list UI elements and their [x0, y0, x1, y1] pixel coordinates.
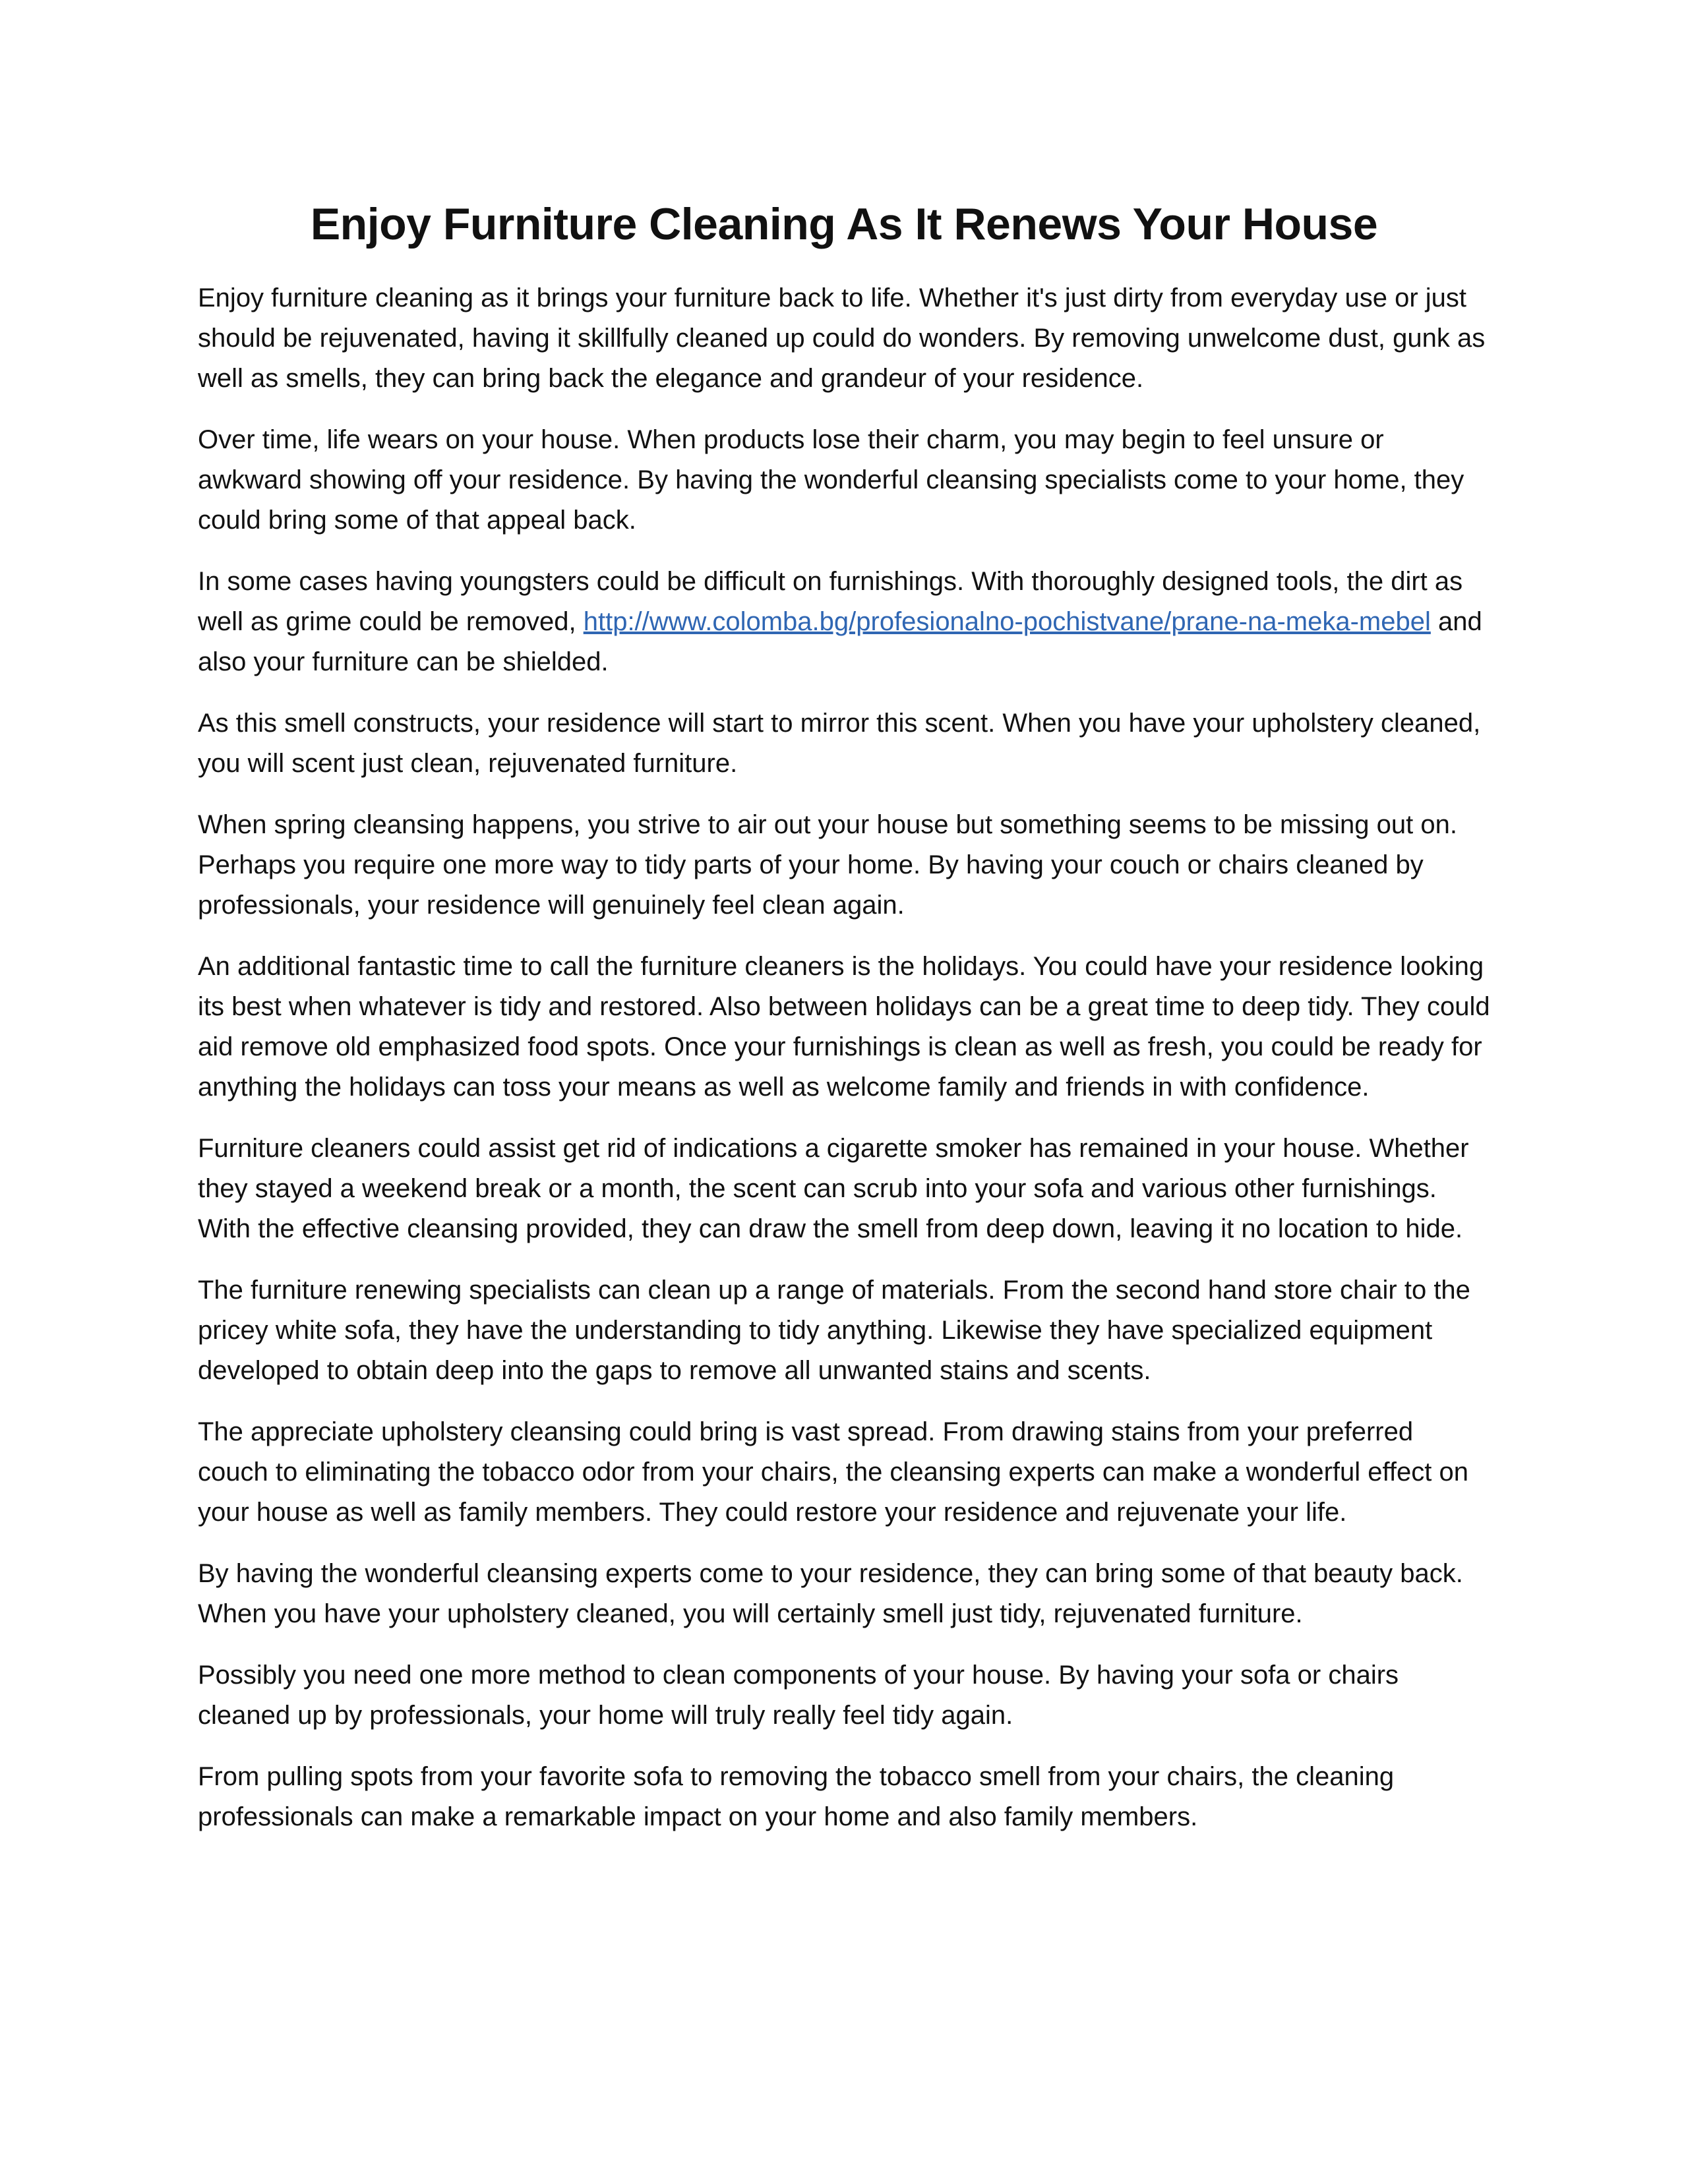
paragraph-11: Possibly you need one more method to clean components of your house. By having your sofa or chairs cleaned up by professionals, your home will truly really feel tidy again.	[198, 1660, 1399, 1730]
paragraph-8: The furniture renewing specialists can clean up a range of materials. From the second hand store chair to the pricey white sofa, they have the understanding to tidy anything. Likewise they have specialized equipment developed to obtain deep into the gaps to remove all unwanted stains and scents.	[198, 1275, 1470, 1385]
paragraph-5: When spring cleansing happens, you strive to air out your house but something seems to be missing out on. Perhaps you require one more way to tidy parts of your home. By having your couch or chairs cleaned by professionals, your residence will genuinely feel clean again.	[198, 810, 1457, 920]
paragraph-12: From pulling spots from your favorite sofa to removing the tobacco smell from your chairs, the cleaning professionals can make a remarkable impact on your home and also family members.	[198, 1761, 1395, 1831]
paragraph-3-text-before: In some cases having youngsters could be difficult on furnishings. With thoroughly designed tools, the dirt as well as grime could be removed,	[198, 566, 1463, 636]
paragraph-4: As this smell constructs, your residence will start to mirror this scent. When you have your upholstery cleaned, you will scent just clean, rejuvenated furniture.	[198, 708, 1481, 778]
paragraph-3-text-after: and also your furniture can be shielded.	[198, 606, 1482, 676]
paragraph-2: Over time, life wears on your house. When products lose their charm, you may begin to feel unsure or awkward showing off your residence. By having the wonderful cleansing specialists come to your home, they could bring some of that appeal back.	[198, 425, 1464, 535]
document-page	[198, 198, 1490, 1858]
paragraph-7: Furniture cleaners could assist get rid of indications a cigarette smoker has remained in your house. Whether they stayed a weekend break or a month, the scent can scrub into your sofa and various other furnishings. With the effective cleansing provided, they can draw the smell from deep down, leaving it no location to hide.	[198, 1133, 1469, 1243]
paragraph-10: By having the wonderful cleansing experts come to your residence, they can bring some of that beauty back. When you have your upholstery cleaned, you will certainly smell just tidy, rejuvenated furniture.	[198, 1558, 1463, 1628]
paragraph-9: The appreciate upholstery cleansing could bring is vast spread. From drawing stains from your preferred couch to eliminating the tobacco odor from your chairs, the cleansing experts can make a wonderful effect on your house as well as family members. They could restore your residence and rejuvenate your life.	[198, 1417, 1468, 1527]
paragraph-6: An additional fantastic time to call the furniture cleaners is the holidays. You could have your residence looking its best when whatever is tidy and restored. Also between holidays can be a great time to deep tidy. They could aid remove old emphasized food spots. Once your furnishings is clean as well as fresh, you could be ready for anything the holidays can toss your means as well as welcome family and friends in with confidence.	[198, 951, 1490, 1102]
document-title: Enjoy Furniture Cleaning As It Renews Your House	[310, 199, 1378, 249]
paragraph-1: Enjoy furniture cleaning as it brings your furniture back to life. Whether it's just dirty from everyday use or just should be rejuvenated, having it skillfully cleaned up could do wonders. By removing unwelcome dust, gunk as well as smells, they can bring back the elegance and grandeur of your residence.	[198, 283, 1486, 393]
colomba-link[interactable]: http://www.colomba.bg/profesionalno-pochistvane/prane-na-meka-mebel	[583, 606, 1431, 636]
paragraph-3	[198, 562, 1490, 682]
